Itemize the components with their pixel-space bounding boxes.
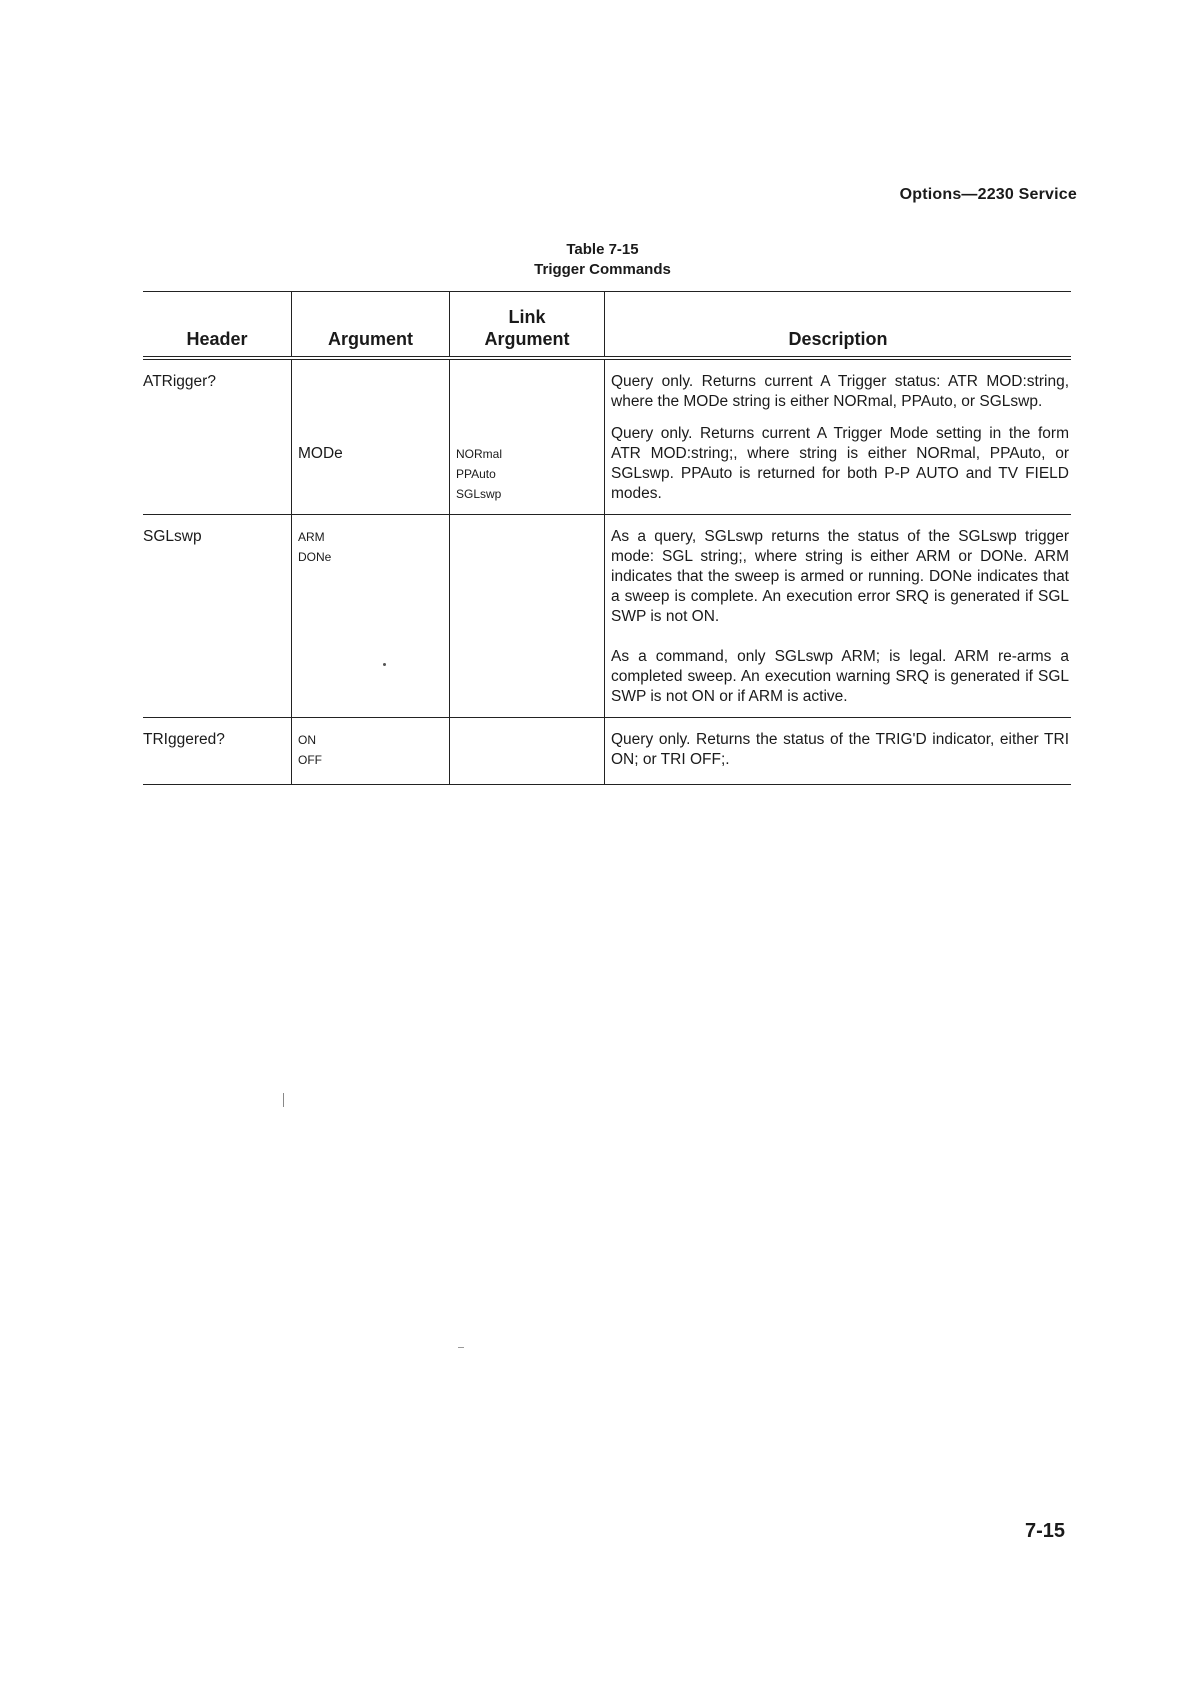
row-header: TRIggered? xyxy=(143,731,225,748)
argument-value: MODe xyxy=(298,445,343,462)
link-argument-cell xyxy=(449,718,604,784)
description-text: As a command, only SGLswp ARM; is legal. ARM re-arms a completed sweep. An execution warning SRQ is generated if SGL SWP is not ON or if ARM is active. xyxy=(611,648,1069,705)
table-row xyxy=(143,718,1071,785)
column-header-description: Description xyxy=(604,292,1071,356)
table-number: Table 7-15 xyxy=(566,241,639,258)
table-row xyxy=(143,360,1071,515)
row-header: SGLswp xyxy=(143,528,202,545)
description-cell xyxy=(604,360,1071,514)
scan-speck xyxy=(458,1347,464,1348)
link-argument-value: SGLswp xyxy=(456,487,502,501)
row-header: ATRigger? xyxy=(143,373,216,390)
argument-value: ON xyxy=(298,733,316,747)
description-cell xyxy=(604,718,1071,784)
link-argument-value: NORmal xyxy=(456,447,503,461)
link-argument-cell xyxy=(449,515,604,717)
link-argument-value: PPAuto xyxy=(456,467,496,481)
description-text: Query only. Returns current A Trigger status: ATR MOD:string, where the MODe string is either NORmal, PPAuto, or SGLswp. xyxy=(611,373,1069,410)
argument-cell xyxy=(291,515,449,717)
table-caption xyxy=(0,240,1195,280)
table-title: Trigger Commands xyxy=(534,261,671,278)
running-head: Options—2230 Service xyxy=(899,186,1077,203)
argument-value: DONe xyxy=(298,550,332,564)
description-text: Query only. Returns the status of the TRIG'D indicator, either TRI ON; or TRI OFF;. xyxy=(611,731,1069,768)
link-header-line2: Argument xyxy=(484,329,570,349)
link-argument-cell xyxy=(449,360,604,514)
trigger-commands-table xyxy=(143,291,1071,785)
description-cell xyxy=(604,515,1071,717)
scan-speck xyxy=(283,1093,284,1107)
argument-cell xyxy=(291,360,449,514)
link-header-line1: Link xyxy=(508,307,546,327)
description-text: Query only. Returns current A Trigger Mode setting in the form ATR MOD:string;, where string is either NORmal, PPAuto, or SGLswp. PPAuto is returned for both P-P AUTO and TV FIELD modes. xyxy=(611,425,1069,502)
column-header-argument: Argument xyxy=(291,292,449,356)
argument-cell xyxy=(291,718,449,784)
page-number: 7-15 xyxy=(1024,1520,1065,1542)
column-header-link-argument xyxy=(449,292,604,356)
argument-value: ARM xyxy=(298,530,325,544)
argument-value: OFF xyxy=(298,753,322,767)
column-header-header: Header xyxy=(186,329,248,349)
scan-speck xyxy=(383,663,386,666)
table-row xyxy=(143,515,1071,718)
description-text: As a query, SGLswp returns the status of the SGLswp trigger mode: SGL string;, where string is either ARM or DONe. ARM indicates that the sweep is armed or running. DONe indicates that a sweep is complete. An execution error SRQ is generated if SGL SWP is not ON. xyxy=(611,528,1069,625)
table-header-row xyxy=(143,291,1071,360)
